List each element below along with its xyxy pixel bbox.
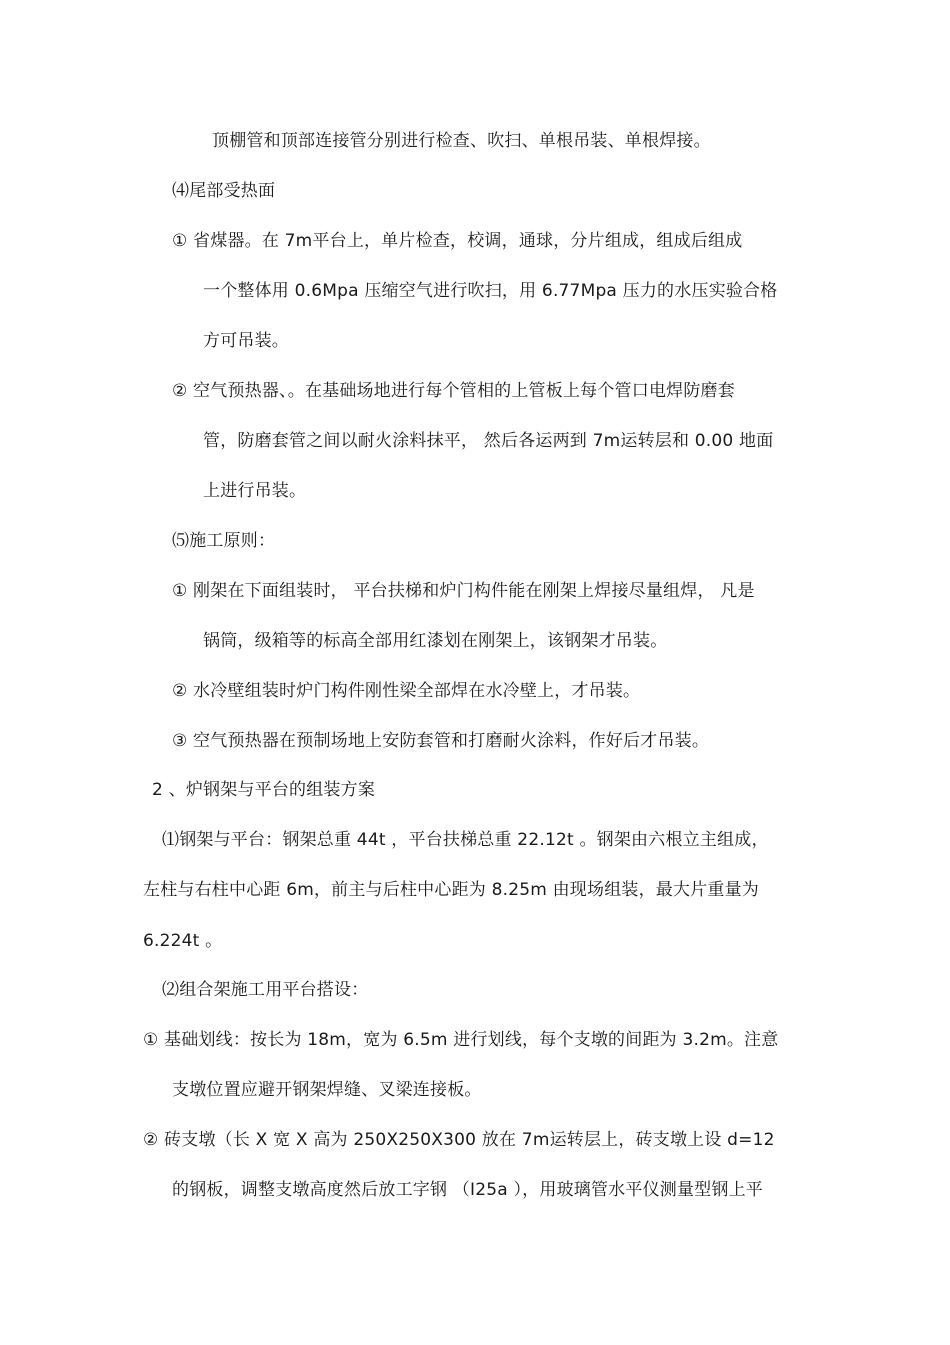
text-line: ⑴钢架与平台：钢架总重 44t ，平台扶梯总重 22.12t 。钢架由六根立主组成， [162, 830, 769, 850]
list-item: ① 刚架在下面组装时， 平台扶梯和炉门构件能在刚架上焊接尽量组焊， 凡是 [172, 581, 755, 601]
text-line: 支墩位置应避开钢架焊缝、叉梁连接板。 [172, 1080, 482, 1100]
text-line: 方可吊装。 [203, 331, 289, 351]
text-line: 6.224t 。 [143, 931, 223, 951]
list-item: ③ 空气预热器在预制场地上安防套管和打磨耐火涂料，作好后才吊装。 [172, 731, 710, 751]
text-line: 顶棚管和顶部连接管分别进行检查、吹扫、单根吊装、单根焊接。 [212, 131, 711, 151]
list-item: ① 省煤器。在 7m平台上，单片检查，校调，通球，分片组成，组成后组成 [172, 231, 743, 251]
section-heading: 2 、炉钢架与平台的组装方案 [152, 780, 376, 800]
list-item: ② 空气预热器、。在基础场地进行每个管相的上管板上每个管口电焊防磨套 [172, 381, 735, 401]
section-heading: ⑵组合架施工用平台搭设： [162, 980, 369, 1000]
list-item: ② 水冷壁组装时炉门构件刚性梁全部焊在水冷壁上，才吊装。 [172, 681, 641, 701]
list-item: ① 基础划线：按长为 18m，宽为 6.5m 进行划线，每个支墩的间距为 3.2m。注意 [143, 1030, 779, 1050]
section-heading: ⑸施工原则： [172, 531, 276, 551]
text-line: 的钢板，调整支墩高度然后放工字钢 （I25a ），用玻璃管水平仪测量型钢上平 [172, 1180, 763, 1200]
text-line: 上进行吊装。 [203, 481, 307, 501]
list-item: ② 砖支墩（长 X 宽 X 高为 250X250X300 放在 7m运转层上，砖支墩上设 d=12 [143, 1130, 775, 1150]
text-line: 锅筒，级箱等的标高全部用红漆划在刚架上，该钢架才吊装。 [203, 631, 668, 651]
section-heading: ⑷尾部受热面 [172, 181, 276, 201]
text-line: 一个整体用 0.6Mpa 压缩空气进行吹扫，用 6.77Mpa 压力的水压实验合格 [203, 281, 778, 301]
text-line: 左柱与右柱中心距 6m，前主与后柱中心距为 8.25m 由现场组装，最大片重量为 [143, 880, 759, 900]
text-line: 管，防磨套管之间以耐火涂料抹平， 然后各运两到 7m运转层和 0.00 地面 [203, 431, 774, 451]
